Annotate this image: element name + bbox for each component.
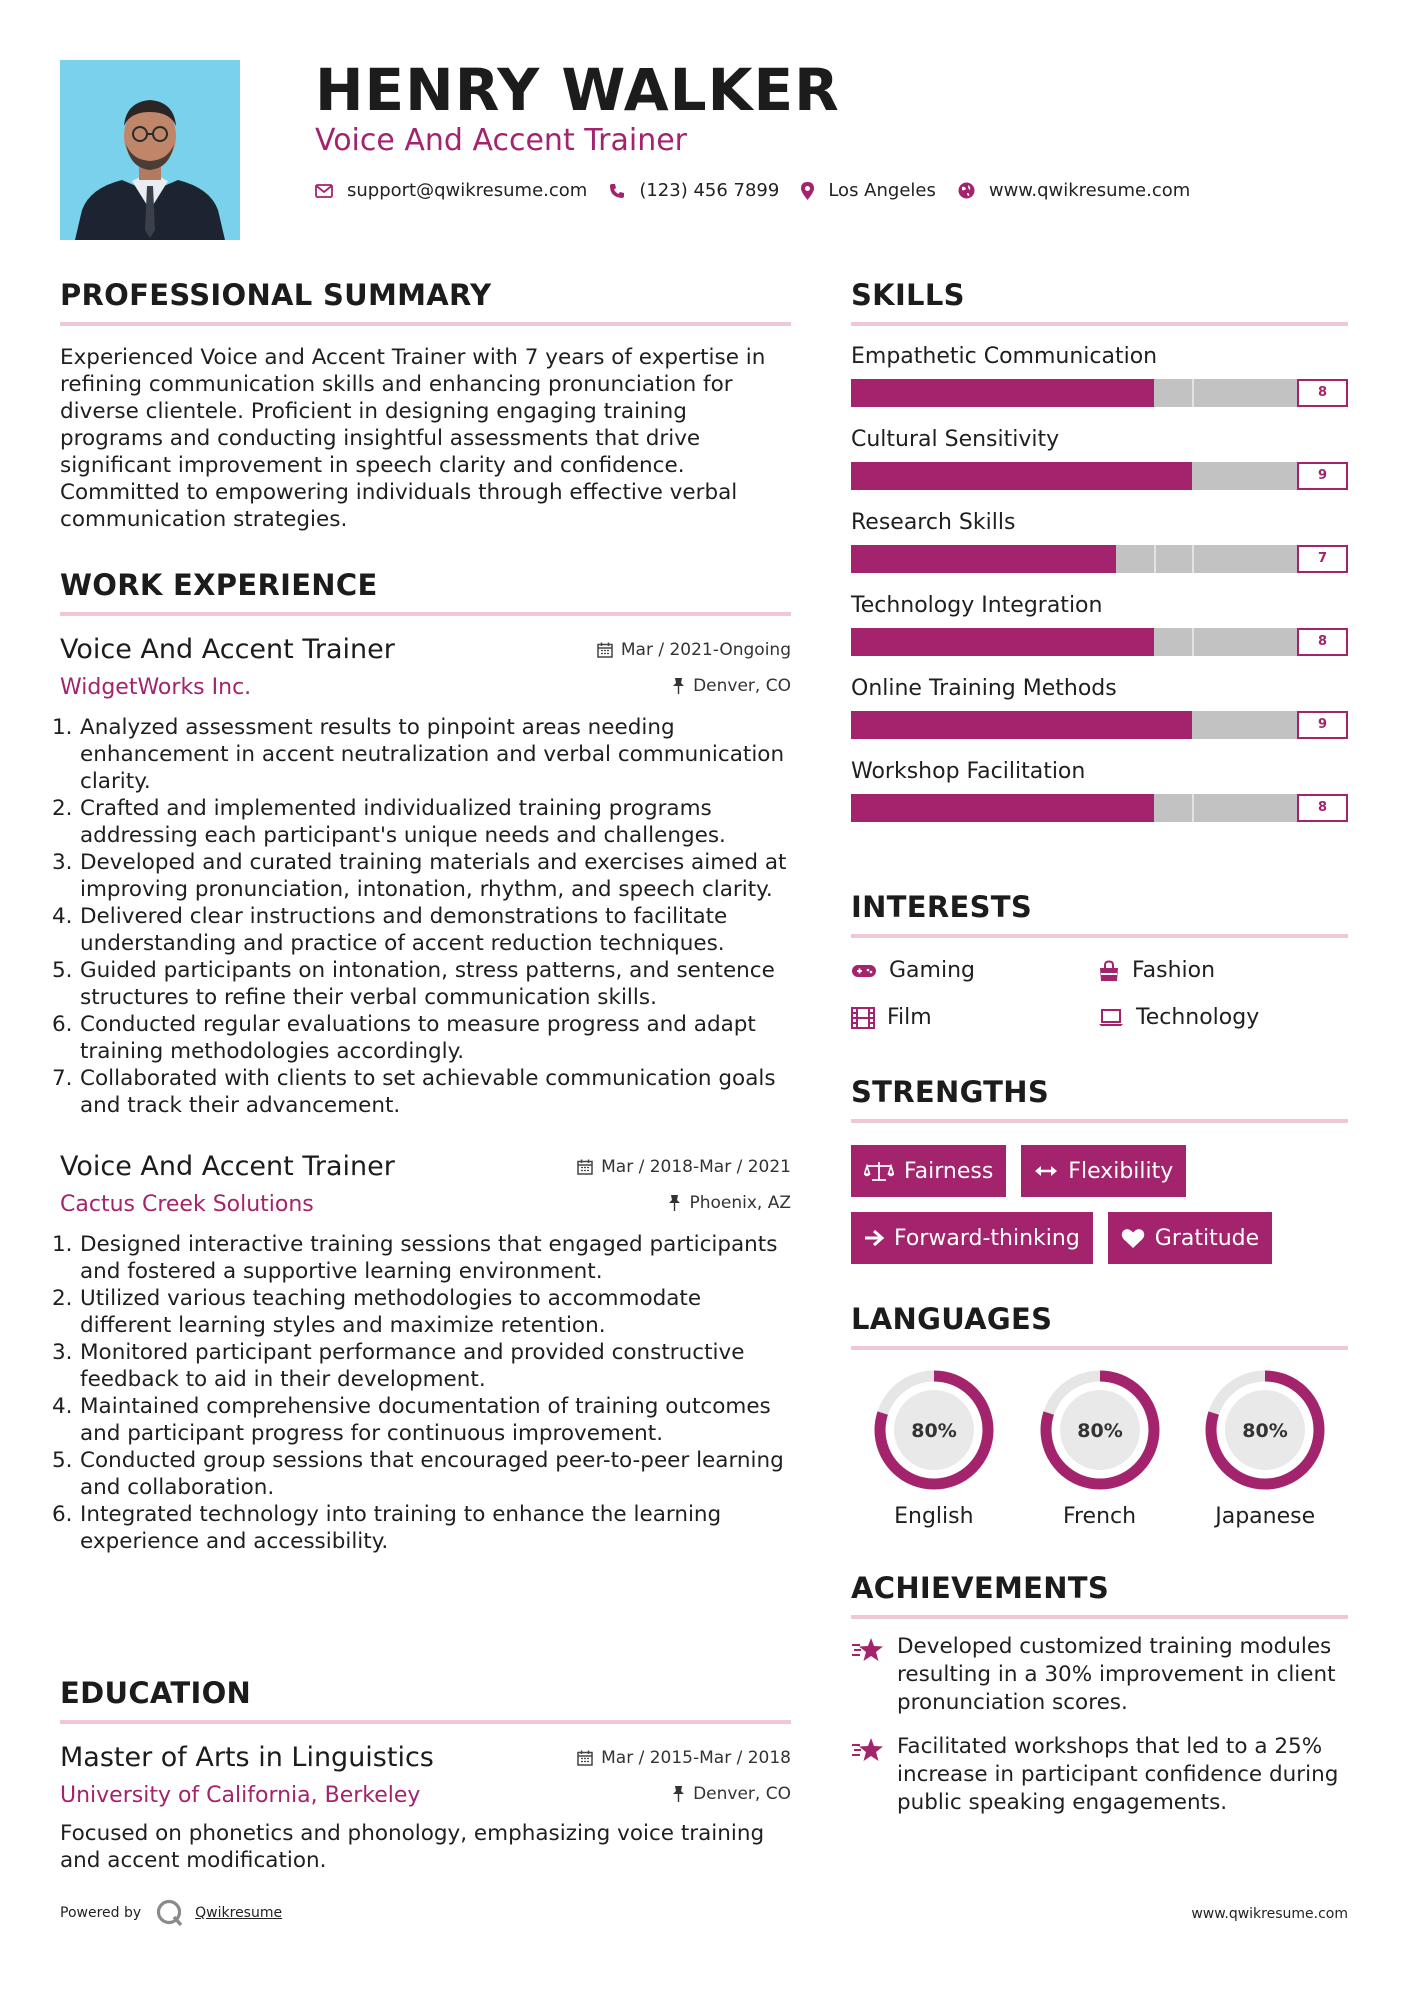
job-title: Voice And Accent Trainer: [60, 634, 395, 665]
bullet-text: Guided participants on intonation, stress patterns, and sentence structures to refine their verbal communication skills.: [80, 958, 775, 1010]
strengths-heading: STRENGTHS: [851, 1075, 1050, 1109]
bullet-text: Analyzed assessment results to pinpoint areas needing enhancement in accent neutralization and verbal communication clarity.: [80, 715, 785, 794]
job-location: [668, 1193, 791, 1213]
interest-label: Technology: [1136, 1005, 1260, 1030]
language-percent: 80%: [911, 1420, 957, 1442]
education-dates: [577, 1748, 791, 1768]
bullet-number: 5.: [52, 1448, 73, 1473]
qwikresume-logo-icon: [155, 1898, 185, 1928]
education-section: [60, 1676, 791, 1874]
skill-score: 9: [1297, 462, 1348, 490]
bullet-number: 3.: [52, 1340, 73, 1365]
achievements-section: [851, 1571, 1348, 1817]
job-dates-text: Mar / 2021-Ongoing: [620, 640, 791, 660]
skills-heading: SKILLS: [851, 278, 965, 312]
arrows-horizontal-icon: [1034, 1164, 1058, 1178]
strength-chip: [1021, 1145, 1186, 1197]
skills-section: [851, 278, 1348, 824]
candidate-name: HENRY WALKER: [315, 56, 840, 124]
bullet-number: 6.: [52, 1502, 73, 1527]
balance-scale-icon: [864, 1160, 894, 1182]
website-text: www.qwikresume.com: [988, 180, 1191, 201]
gamepad-icon: [851, 963, 877, 979]
language-percent: 80%: [1076, 1420, 1123, 1442]
skill-bar-tick: [1192, 545, 1194, 573]
skill-score: 8: [1297, 628, 1348, 656]
summary-heading: PROFESSIONAL SUMMARY: [60, 278, 492, 312]
skill-item: [851, 593, 1348, 658]
job-list: [52, 634, 791, 1555]
language-ring: [1203, 1368, 1327, 1492]
bullet-text: Monitored participant performance and provided constructive feedback to aid in their development.: [80, 1340, 745, 1392]
skill-bar-tick: [1192, 794, 1194, 822]
bullet-text: Designed interactive training sessions that engaged participants and fostered a supportive learning environment.: [80, 1232, 778, 1284]
skill-item: [851, 759, 1348, 824]
education-entry: [60, 1742, 791, 1874]
skill-bar-fill: [851, 794, 1154, 822]
section-divider: [851, 1119, 1348, 1123]
phone-icon: [609, 183, 625, 199]
job-location: [672, 676, 791, 696]
skill-item: [851, 676, 1348, 741]
map-pin-icon: [801, 182, 814, 200]
skill-bar-tick: [1192, 379, 1194, 407]
achievement-text: Developed customized training modules resulting in a 30% improvement in client pronunciation scores.: [897, 1634, 1336, 1715]
bullet-number: 1.: [52, 1232, 73, 1257]
skill-name: Online Training Methods: [851, 676, 1117, 701]
bullet-text: Maintained comprehensive documentation of training outcomes and participant progress for continuous improvement.: [80, 1394, 771, 1446]
skill-bar-fill: [851, 711, 1192, 739]
education-description: Focused on phonetics and phonology, emphasizing voice training and accent modification.: [60, 1821, 765, 1873]
interest-item: [1098, 1005, 1348, 1030]
skill-bar-fill: [851, 628, 1154, 656]
skill-bar-track: [851, 379, 1297, 407]
languages-section: [851, 1302, 1348, 1529]
bullet-number: 3.: [52, 850, 73, 875]
job-location-text: Phoenix, AZ: [689, 1193, 791, 1213]
summary-text: Experienced Voice and Accent Trainer with 7 years of expertise in refining communication skills and enhancing pronunciation for diverse clientele. Proficient in designing engaging training programs and conducting insightful assessments that drive significant improvement in speech clarity and confidence. Committed to empowering individuals through effective verbal communication strategies.: [60, 345, 766, 532]
skill-name: Cultural Sensitivity: [851, 427, 1060, 452]
strength-label: Forward-thinking: [894, 1225, 1080, 1251]
school-name: University of California, Berkeley: [60, 1783, 421, 1808]
strength-list: [851, 1145, 1348, 1279]
pushpin-icon: [672, 678, 685, 694]
interest-list: [851, 958, 1348, 1030]
languages-heading: LANGUAGES: [851, 1302, 1053, 1336]
strength-chip: [851, 1212, 1093, 1264]
language-name: French: [1062, 1504, 1137, 1529]
laptop-icon: [1098, 1009, 1124, 1027]
bullet-text: Crafted and implemented individualized training programs addressing each participant's unique needs and challenges.: [80, 796, 726, 848]
job-location-text: Denver, CO: [693, 676, 791, 696]
education-location: [672, 1784, 791, 1804]
candidate-title: Voice And Accent Trainer: [315, 123, 688, 158]
language-item: [851, 1368, 1017, 1529]
left-column: [52, 278, 791, 1873]
contact-email[interactable]: [315, 180, 587, 201]
interests-heading: INTERESTS: [851, 890, 1033, 924]
language-ring: [872, 1368, 996, 1492]
skill-bar: [851, 462, 1348, 492]
skill-name: Empathetic Communication: [851, 344, 1158, 369]
contact-bar: [315, 180, 1212, 201]
summary-section: [60, 278, 791, 533]
bullet-number: 2.: [52, 796, 73, 821]
skill-bar-fill: [851, 462, 1192, 490]
job-bullet: [52, 1011, 791, 1065]
skill-name: Research Skills: [851, 510, 1016, 535]
bullet-text: Delivered clear instructions and demonstrations to facilitate understanding and practice of accent reduction techniques.: [80, 904, 728, 956]
interest-label: Gaming: [889, 958, 975, 983]
footer-url[interactable]: www.qwikresume.com: [1191, 1906, 1348, 1922]
job-bullet: [52, 1065, 791, 1119]
skill-name: Technology Integration: [851, 593, 1103, 618]
skill-bar-track: [851, 628, 1297, 656]
powered-by-text: Powered by: [60, 1905, 142, 1921]
achievements-heading: ACHIEVEMENTS: [851, 1571, 1110, 1605]
job-bullet: [52, 903, 791, 957]
strength-chip: [851, 1145, 1006, 1197]
bullet-text: Integrated technology into training to enhance the learning experience and accessibility.: [80, 1502, 722, 1554]
pushpin-icon: [668, 1195, 681, 1211]
work-section: [52, 568, 791, 1555]
interest-item: [851, 958, 1098, 983]
education-heading: EDUCATION: [60, 1676, 252, 1710]
section-divider: [851, 934, 1348, 938]
language-item: [1182, 1368, 1348, 1529]
strength-label: Flexibility: [1068, 1158, 1174, 1184]
bullet-number: 5.: [52, 958, 73, 983]
section-divider: [60, 322, 791, 326]
contact-location: [801, 180, 936, 201]
degree-title: Master of Arts in Linguistics: [60, 1742, 434, 1773]
qwikresume-link[interactable]: Qwikresume: [195, 1905, 283, 1921]
job-bullet: [52, 1501, 791, 1555]
skill-item: [851, 344, 1348, 409]
language-item: [1017, 1368, 1183, 1529]
star-award-icon: [851, 1737, 885, 1763]
bullet-number: 1.: [52, 715, 73, 740]
strength-chip: [1108, 1212, 1272, 1264]
heart-icon: [1121, 1228, 1145, 1249]
skill-score: 8: [1297, 794, 1348, 822]
interests-section: [851, 890, 1348, 1030]
section-divider: [851, 322, 1348, 326]
skill-item: [851, 427, 1348, 492]
bullet-text: Developed and curated training materials and exercises aimed at improving pronunciation, intonation, rhythm, and speech clarity.: [80, 850, 787, 902]
interest-label: Film: [887, 1005, 932, 1030]
job-bullet: [52, 1447, 791, 1501]
interest-item: [1098, 958, 1348, 983]
contact-phone[interactable]: [609, 180, 779, 201]
skill-list: [851, 344, 1348, 824]
job-bullet: [52, 1285, 791, 1339]
skill-bar: [851, 545, 1348, 575]
strength-label: Fairness: [904, 1158, 994, 1184]
achievement-item: [851, 1733, 1348, 1817]
bullet-text: Conducted group sessions that encouraged peer-to-peer learning and collaboration.: [80, 1448, 784, 1500]
arrow-right-icon: [864, 1229, 884, 1247]
calendar-icon: [597, 642, 613, 658]
location-text: Los Angeles: [828, 180, 936, 201]
language-name: English: [894, 1504, 974, 1529]
strength-label: Gratitude: [1154, 1225, 1260, 1251]
company-name: WidgetWorks Inc.: [60, 675, 252, 700]
job-dates: [577, 1157, 791, 1177]
skill-score: 7: [1297, 545, 1348, 573]
globe-icon: [958, 182, 975, 199]
email-text: support@qwikresume.com: [347, 180, 588, 201]
job-dates: [597, 640, 791, 660]
education-location-text: Denver, CO: [693, 1784, 791, 1804]
skill-bar: [851, 379, 1348, 409]
skill-bar-track: [851, 794, 1297, 822]
star-award-icon: [851, 1637, 885, 1663]
skill-bar-fill: [851, 545, 1116, 573]
profile-photo: [60, 60, 240, 240]
skill-bar: [851, 628, 1348, 658]
section-divider: [60, 1720, 791, 1724]
skill-score: 8: [1297, 379, 1348, 407]
work-heading: WORK EXPERIENCE: [60, 568, 378, 602]
section-divider: [851, 1346, 1348, 1350]
job-bullet: [52, 714, 791, 795]
skill-bar-tick: [1192, 628, 1194, 656]
job-entry: [52, 1151, 791, 1555]
job-bullet: [52, 1231, 791, 1285]
skill-name: Workshop Facilitation: [851, 759, 1086, 784]
section-divider: [60, 612, 791, 616]
language-list: [851, 1368, 1348, 1529]
interest-label: Fashion: [1132, 958, 1216, 983]
skill-bar: [851, 794, 1348, 824]
section-divider: [851, 1615, 1348, 1619]
bullet-number: 4.: [52, 1394, 73, 1419]
envelope-icon: [315, 184, 333, 198]
skill-bar-tick: [1154, 545, 1156, 573]
job-bullet: [52, 1339, 791, 1393]
shopping-bag-icon: [1098, 960, 1120, 982]
skill-bar-track: [851, 711, 1297, 739]
skill-bar-track: [851, 545, 1297, 573]
education-dates-text: Mar / 2015-Mar / 2018: [601, 1748, 791, 1768]
phone-text: (123) 456 7899: [639, 180, 780, 201]
job-bullet: [52, 1393, 791, 1447]
language-ring: [1038, 1368, 1162, 1492]
language-percent: 80%: [1242, 1420, 1288, 1442]
job-dates-text: Mar / 2018-Mar / 2021: [601, 1157, 791, 1177]
contact-website[interactable]: [958, 180, 1190, 201]
footer-powered-by: [60, 1898, 282, 1928]
calendar-icon: [577, 1750, 593, 1766]
film-icon: [851, 1007, 875, 1029]
achievement-item: [851, 1633, 1348, 1717]
skill-bar-fill: [851, 379, 1154, 407]
job-bullet: [52, 795, 791, 849]
job-bullet: [52, 957, 791, 1011]
right-column: [851, 278, 1348, 1815]
calendar-icon: [577, 1159, 593, 1175]
job-entry: [52, 634, 791, 1119]
bullet-number: 7.: [52, 1066, 73, 1091]
skill-bar: [851, 711, 1348, 741]
bullet-text: Utilized various teaching methodologies to accommodate different learning styles and maximize retention.: [80, 1286, 702, 1338]
bullet-text: Collaborated with clients to set achievable communication goals and track their advancement.: [80, 1066, 776, 1118]
bullet-number: 4.: [52, 904, 73, 929]
job-bullets: [52, 714, 791, 1119]
interest-item: [851, 1005, 1098, 1030]
job-bullets: [52, 1231, 791, 1555]
strengths-section: [851, 1075, 1348, 1279]
job-title: Voice And Accent Trainer: [60, 1151, 395, 1182]
achievement-text: Facilitated workshops that led to a 25% increase in participant confidence during public speaking engagements.: [897, 1734, 1339, 1815]
language-name: Japanese: [1215, 1504, 1316, 1529]
pushpin-icon: [672, 1786, 685, 1802]
skill-bar-track: [851, 462, 1297, 490]
company-name: Cactus Creek Solutions: [60, 1192, 314, 1217]
bullet-number: 2.: [52, 1286, 73, 1311]
bullet-text: Conducted regular evaluations to measure progress and adapt training methodologies accordingly.: [80, 1012, 756, 1064]
bullet-number: 6.: [52, 1012, 73, 1037]
job-bullet: [52, 849, 791, 903]
skill-item: [851, 510, 1348, 575]
skill-score: 9: [1297, 711, 1348, 739]
